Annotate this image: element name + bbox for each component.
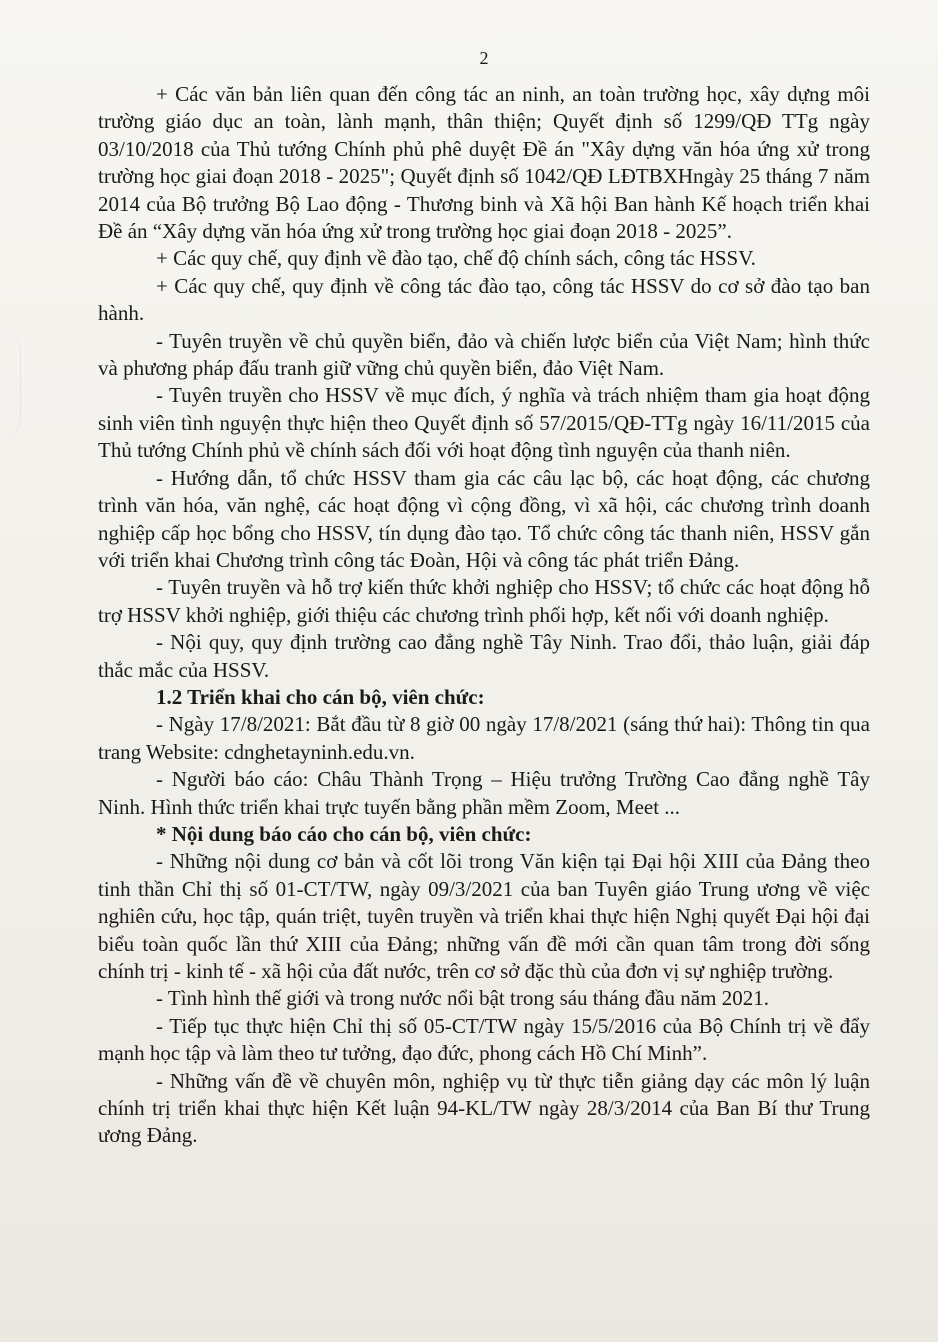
paragraph: + Các quy chế, quy định về công tác đào tạo, công tác HSSV do cơ sở đào tạo ban hành. bbox=[98, 273, 870, 326]
paragraph: - Tình hình thế giới và trong nước nổi bật trong sáu tháng đầu năm 2021. bbox=[156, 986, 769, 1011]
section-heading: * Nội dung báo cáo cho cán bộ, viên chức: bbox=[156, 821, 532, 846]
paragraph: - Ngày 17/8/2021: Bắt đầu từ 8 giờ 00 ngày 17/8/2021 (sáng thứ hai): Thông tin qua trang Website: cdnghetayninh.edu.vn. bbox=[98, 712, 870, 764]
paragraph: - Tuyên truyền và hỗ trợ kiến thức khởi nghiệp cho HSSV; tổ chức các hoạt động hỗ trợ HSSV khởi nghiệp, giới thiệu các chương trình phối hợp, kết nối với doanh nghiệp. bbox=[98, 575, 870, 627]
paragraph: - Người báo cáo: Châu Thành Trọng – Hiệu trưởng Trường Cao đẳng nghề Tây Ninh. Hình thức triển khai trực tuyến bằng phần mềm Zoom, Meet ... bbox=[98, 767, 870, 819]
paragraph: + Các quy chế, quy định về đào tạo, chế độ chính sách, công tác HSSV. bbox=[156, 246, 756, 271]
paragraph: - Tuyên truyền về chủ quyền biển, đảo và chiến lược biển của Việt Nam; hình thức và phương pháp đấu tranh giữ vững chủ quyền biển, đảo Việt Nam. bbox=[98, 328, 870, 381]
paragraph: - Những nội dung cơ bản và cốt lõi trong Văn kiện tại Đại hội XIII của Đảng theo tinh thần Chỉ thị số 01-CT/TW, ngày 09/3/2021 của ban Tuyên giáo Trung ương về việc nghiên cứu, học tập, quán triệt, tuyên truyền và triển khai thực hiện Nghị quyết Đại hội đại biểu toàn quốc lần thứ XIII của Đảng; những vấn đề mới cần quan tâm trong đời sống chính trị - kinh tế - xã hội của đất nước, trên cơ sở đặc thù của đơn vị sự nghiệp trường. bbox=[98, 849, 870, 983]
paragraph: - Tuyên truyền cho HSSV về mục đích, ý nghĩa và trách nhiệm tham gia hoạt động sinh viên tình nguyện thực hiện theo Quyết định số 57/2015/QĐ-TTg ngày 16/11/2015 của Thủ tướng Chính phủ về chính sách đối với hoạt động tình nguyện của thanh niên. bbox=[98, 383, 870, 463]
stamp-mark bbox=[0, 330, 21, 440]
page-number: 2 bbox=[479, 48, 489, 68]
paragraph: - Hướng dẫn, tổ chức HSSV tham gia các câu lạc bộ, các hoạt động, các chương trình văn hóa, văn nghệ, các hoạt động vì cộng đồng, vì xã hội, các chương trình doanh nghiệp cấp học bổng cho HSSV, tín dụng đào tạo. Tổ chức công tác thanh niên, HSSV gắn với triển khai Chương trình công tác Đoàn, Hội và công tác phát triển Đảng. bbox=[98, 465, 870, 572]
paragraph: + Các văn bản liên quan đến công tác an ninh, an toàn trường học, xây dựng môi trường giáo dục an toàn, lành mạnh, thân thiện; Quyết định số 1299/QĐ TTg ngày 03/10/2018 của Thủ tướng Chính phủ phê duyệt Đề án "Xây dựng văn hóa ứng xử trong trường học giai đoạn 2018 - 2025"; Quyết định số 1042/QĐ LĐTBXHngày 25 tháng 7 năm 2014 của Bộ trưởng Bộ Lao động - Thương binh và Xã hội Ban hành Kế hoạch triển khai Đề án “Xây dựng văn hóa ứng xử trong trường học giai đoạn 2018 - 2025”. bbox=[98, 82, 870, 244]
paragraph: - Nội quy, quy định trường cao đẳng nghề Tây Ninh. Trao đổi, thảo luận, giải đáp thắc mắc của HSSV. bbox=[98, 630, 870, 682]
paragraph: - Tiếp tục thực hiện Chỉ thị số 05-CT/TW ngày 15/5/2016 của Bộ Chính trị về đẩy mạnh học tập và làm theo tư tưởng, đạo đức, phong cách Hồ Chí Minh”. bbox=[98, 1013, 870, 1066]
section-heading: 1.2 Triển khai cho cán bộ, viên chức: bbox=[156, 684, 485, 709]
paragraph: - Những vấn đề về chuyên môn, nghiệp vụ từ thực tiễn giảng dạy các môn lý luận chính trị triển khai thực hiện Kết luận 94-KL/TW ngày 28/3/2014 của Ban Bí thư Trung ương Đảng. bbox=[98, 1068, 870, 1148]
document-body bbox=[98, 81, 870, 1150]
